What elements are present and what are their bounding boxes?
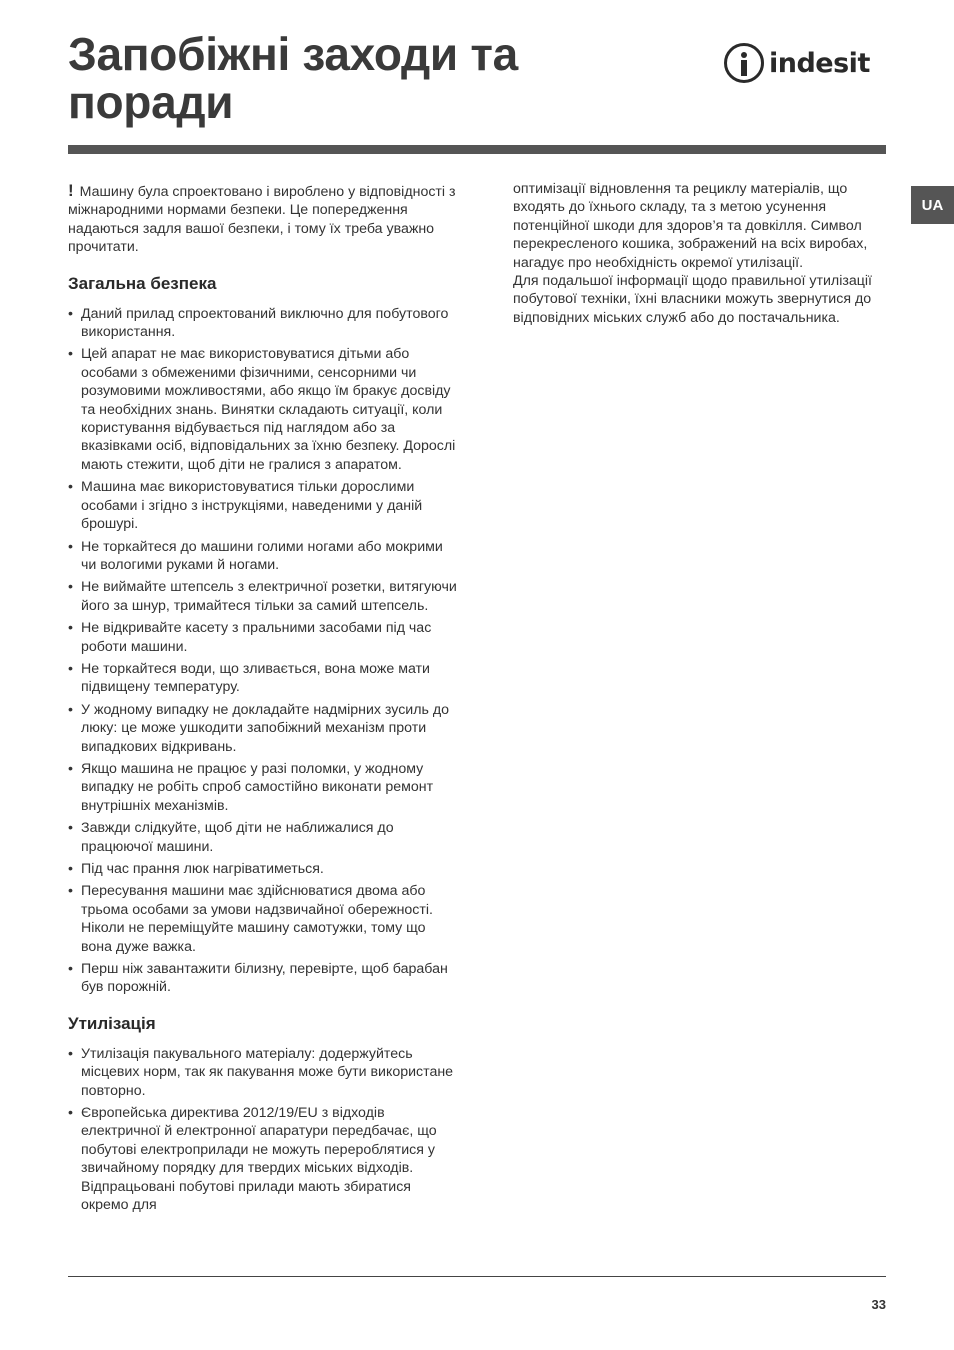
list-item: • Перш ніж завантажити білизну, перевірте, щоб барабан був порожній. <box>68 960 460 997</box>
list-item: • Не торкайтеся води, що зливається, вона може мати підвищену температуру. <box>68 660 460 697</box>
footer-divider <box>68 1276 886 1277</box>
list-item: • Утилізація пакувального матеріалу: додержуйтесь місцевих норм, так як пакування може бути використане повторно. <box>68 1045 460 1100</box>
disposal-list <box>68 1045 460 1215</box>
left-column <box>68 182 460 1219</box>
list-item: • Машина має використовуватися тільки дорослими особами і згідно з інструкціями, наведеними у даній брошурі. <box>68 478 460 533</box>
general-safety-list <box>68 305 460 997</box>
intro-text: Машину була спроектовано і вироблено у відповідності з міжнародними нормами безпеки. Це попередження надаються задля вашої безпеки, і тому їх треба уважно прочитати. <box>68 184 456 256</box>
page-title: Запобіжні заходи та поради <box>68 28 518 128</box>
list-item: • Не виймайте штепсель з електричної розетки, витягуючи його за шнур, тримайтеся тільки за самий штепсель. <box>68 578 460 615</box>
general-safety-heading: Загальна безпека <box>68 273 217 293</box>
list-item: • Якщо машина не працює у разі поломки, у жодному випадку не робіть спроб самостійно виконати ремонт внутрішніх механізмів. <box>68 760 460 815</box>
list-item: • У жодному випадку не докладайте надмірних зусиль до люку: це може ушкодити запобіжний механізм проти випадкових відкривань. <box>68 701 460 756</box>
disposal-heading: Утилізація <box>68 1013 156 1033</box>
indesit-logo <box>724 40 888 86</box>
list-item: • Не торкайтеся до машини голими ногами або мокрими чи вологими руками й ногами. <box>68 538 460 575</box>
list-item: • Не відкривайте касету з пральними засобами під час роботи машини. <box>68 619 460 656</box>
list-item: • Цей апарат не має використовуватися дітьми або особами з обмеженими фізичними, сенсорними чи розумовими можливостями, або якщо їм бракує досвіду та необхідних знань. Винятки складають ситуації, коли користування відбувається під наглядом або за вказівками осіб, відповідальних за їхню безпеку. Дорослі мають стежити, щоб діти не гралися з апаратом. <box>68 345 460 474</box>
list-item: • Під час прання люк нагріватиметься. <box>68 860 460 878</box>
list-item: • Пересування машини має здійснюватися двома або трьома особами за умови надзвичайної обережності. Ніколи не переміщуйте машину самотужки, тому що вона дуже важка. <box>68 882 460 956</box>
list-item: • Даний прилад спроектований виключно для побутового використання. <box>68 305 460 342</box>
page-number: 33 <box>871 1297 886 1312</box>
list-item: • Завжди слідкуйте, щоб діти не наближалися до працюючої машини. <box>68 819 460 856</box>
list-item: • Європейська директива 2012/19/EU з відходів електричної й електронної апаратури передбачає, що побутові електроприлади не можуть перероблятися у звичайному порядку для твердих міських відходів. Відпрацьовані побутові прилади мають збиратися окремо для <box>68 1104 460 1214</box>
logo-wordmark: indesit <box>769 47 870 79</box>
disposal-further-info: Для подальшої інформації щодо правильної утилізації побутової техніки, їхні власники можуть звернутися до відповідних міських служб або до постачальника. <box>513 273 872 326</box>
intro-paragraph <box>68 182 460 257</box>
right-column <box>513 180 885 327</box>
disposal-continuation: оптимізації відновлення та рециклу матеріалів, що входять до їхнього складу, та з метою усунення потенційної шкоди для здоров’я та довкілля. Символ перекресленого кошика, зображений на всіх виробах, нагадує про необхідність окремої утилізації. <box>513 181 868 271</box>
exclamation-icon: ! <box>68 181 74 200</box>
language-tab: UA <box>911 186 954 224</box>
header-divider <box>68 145 886 154</box>
indesit-i-icon <box>724 43 764 83</box>
